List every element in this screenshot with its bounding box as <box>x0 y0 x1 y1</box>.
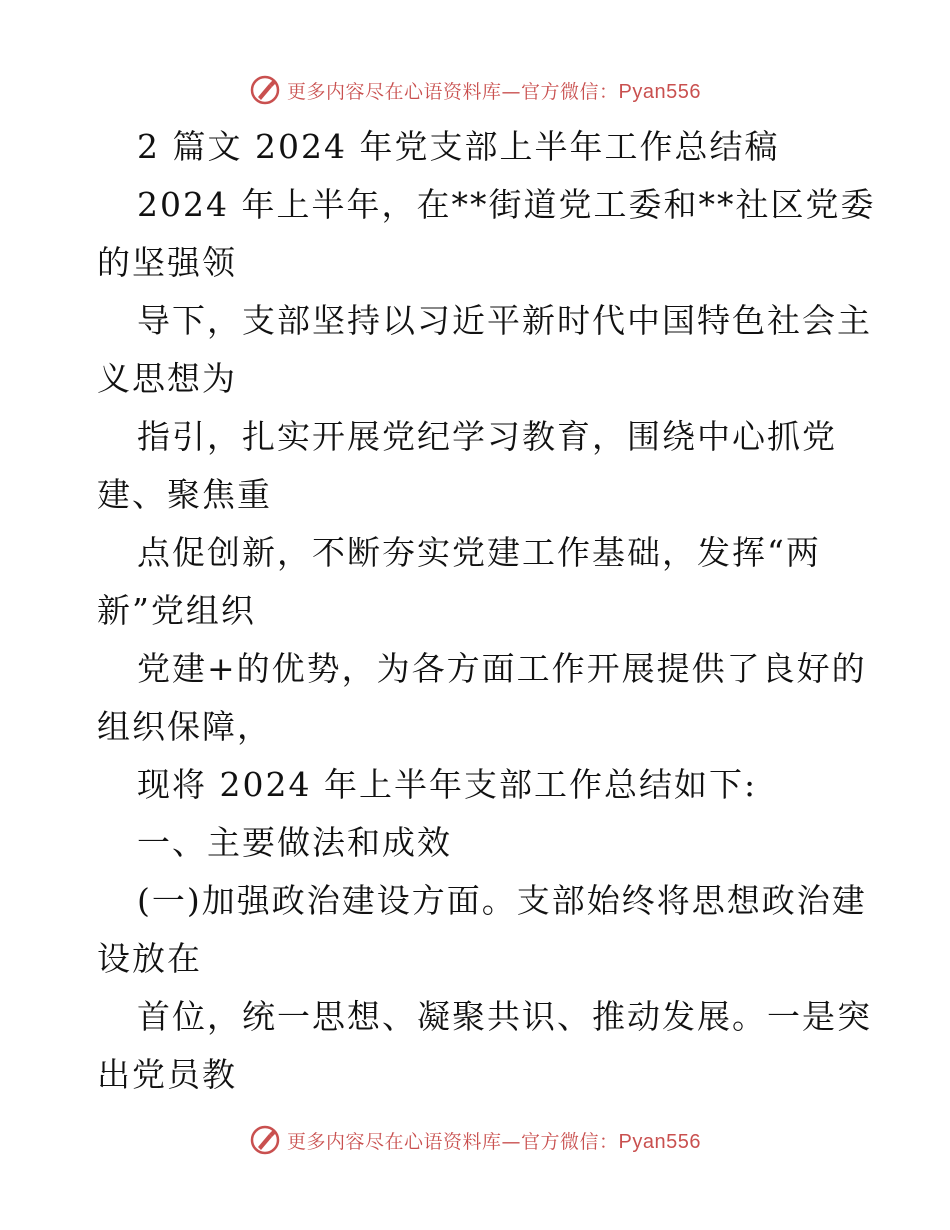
header-watermark <box>0 70 950 110</box>
paragraph-line: 导下，支部坚持以习近平新时代中国特色社会主 <box>137 301 872 340</box>
paragraph-line: 首位，统一思想、凝聚共识、推动发展。一是突 <box>137 997 872 1036</box>
document-body <box>97 118 876 1104</box>
paragraph-line: (一)加强政治建设方面。支部始终将思想政治建 <box>137 881 867 920</box>
paragraph-line: 新”党组织 <box>97 591 256 630</box>
paragraph-line: 2024 年上半年，在**街道党工委和**社区党委 <box>137 185 876 224</box>
paragraph-line: 组织保障， <box>97 707 272 746</box>
paragraph-line: 2 篇文 2024 年党支部上半年工作总结稿 <box>137 127 780 166</box>
pen-logo-icon <box>249 1124 281 1156</box>
watermark-text: 更多内容尽在心语资料库—官方微信：Pyan556 <box>287 1130 701 1153</box>
paragraph-line: 党建+的优势，为各方面工作开展提供了良好的 <box>137 649 867 688</box>
paragraph-line: 的坚强领 <box>97 243 237 282</box>
paragraph-line: 点促创新，不断夯实党建工作基础，发挥“两 <box>137 533 821 572</box>
pen-logo-icon <box>249 74 281 106</box>
paragraph-line: 义思想为 <box>97 359 237 398</box>
footer-watermark <box>0 1120 950 1160</box>
watermark-text: 更多内容尽在心语资料库—官方微信：Pyan556 <box>287 80 701 103</box>
paragraph-line: 设放在 <box>97 939 202 978</box>
paragraph-line: 出党员教 <box>97 1055 237 1094</box>
paragraph-line: 现将 2024 年上半年支部工作总结如下: <box>137 765 758 804</box>
paragraph-line: 建、聚焦重 <box>97 475 272 514</box>
paragraph-line: 指引，扎实开展党纪学习教育，围绕中心抓党 <box>137 417 837 456</box>
paragraph-line: 一、主要做法和成效 <box>137 823 452 862</box>
